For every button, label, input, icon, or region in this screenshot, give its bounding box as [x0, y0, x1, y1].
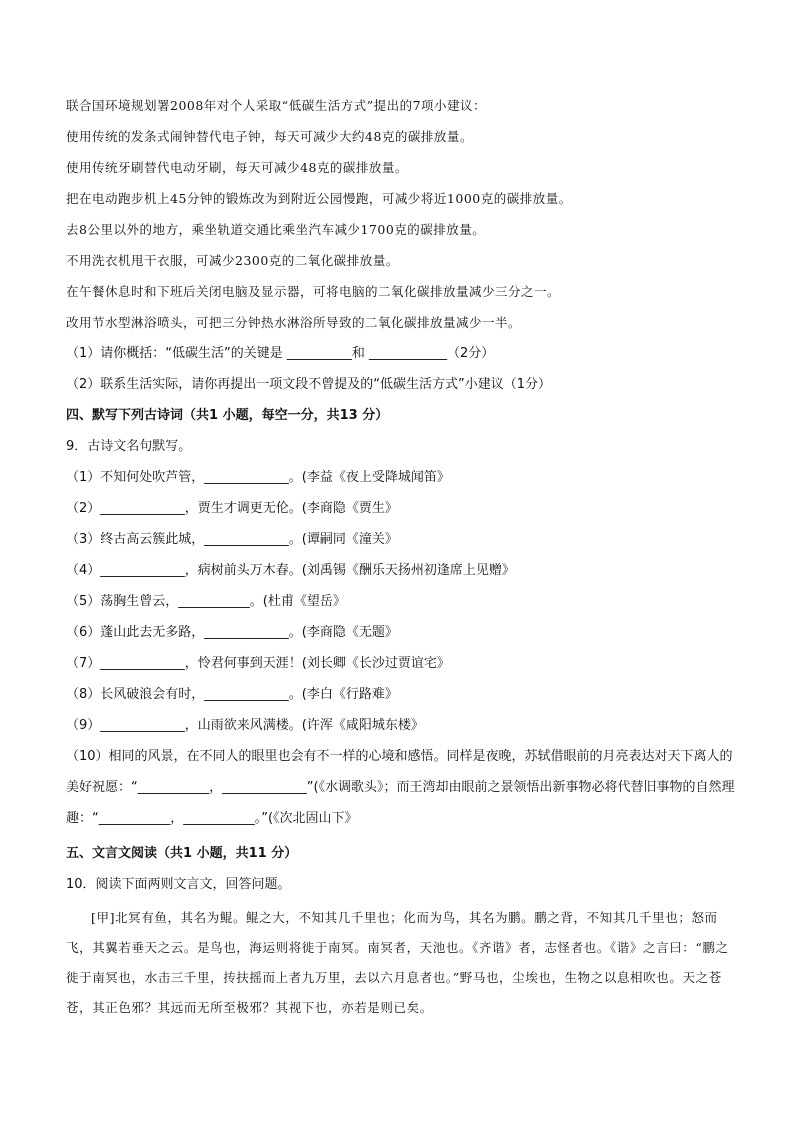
section4-heading: 四、默写下列古诗词（共1 小题，每空一分，共13 分）	[66, 408, 389, 423]
classical-passage-jia: [甲]北冥有鱼，其名为鲲。鲲之大，不知其几千里也；化而为鸟，其名为鹏。鹏之背，不知其几千里也；怒而飞，其翼若垂天之云。是鸟也，海运则将徙于南冥。南冥者，天池也。《齐谐》者，志怪者也。《谐》之言曰：“鹏之徙于南冥也，水击三千里，抟扶摇而上者九万里，去以六月息者也。”野马也，尘埃也，生物之以息相吹也。天之苍苍，其正色邪？其远而无所至极邪？其视下也，亦若是则已矣。	[66, 910, 729, 1015]
q9-item-4: （4）_____________，病树前头万木春。(刘禹锡《酬乐天扬州初逢席上见赠》	[66, 563, 515, 578]
q9-item-10: （10）相同的风景，在不同人的眼里也会有不一样的心境和感悟。同样是夜晚，苏轼借眼前的月亮表达对天下离人的美好祝愿：“___________，_____________”(《水调歌头》；而王湾却由眼前之景领悟出新事物必将代替旧事物的自然理趣：“___________，___________。”(《次北固山下》	[66, 749, 735, 826]
q9-item-2: （2）_____________，贾生才调更无伦。(李商隐《贾生》	[66, 501, 398, 516]
tip-line-2: 使用传统牙刷替代电动牙刷，每天可减少48克的碳排放量。	[66, 160, 408, 175]
tip-line-4: 去8公里以外的地方，乘坐轨道交通比乘坐汽车减少1700克的碳排放量。	[66, 222, 486, 237]
section5-heading: 五、文言文阅读（共1 小题，共11 分）	[66, 846, 298, 861]
q10-question: 10．阅读下面两则文言文，回答问题。	[66, 877, 291, 892]
q9-item-7: （7）_____________，怜君何事到天涯！(刘长卿《长沙过贾谊宅》	[66, 656, 450, 671]
q8-sub1: （1）请你概括：“低碳生活”的关键是 __________和 ____________（2分）	[66, 346, 495, 361]
tip-line-6: 在午餐休息时和下班后关闭电脑及显示器，可将电脑的二氧化碳排放量减少三分之一。	[66, 284, 561, 299]
tip-line-3: 把在电动跑步机上45分钟的锻炼改为到附近公园慢跑，可减少将近1000克的碳排放量。	[66, 191, 572, 206]
q9-item-8: （8）长风破浪会有时，_____________。(李白《行路难》	[66, 687, 398, 702]
q8-sub2: （2）联系生活实际，请你再提出一项文段不曾提及的“低碳生活方式”小建议（1分）	[66, 377, 552, 392]
tip-line-7: 改用节水型淋浴喷头，可把三分钟热水淋浴所导致的二氧化碳排放量减少一半。	[66, 315, 522, 330]
q9-item-6: （6）蓬山此去无多路，_____________。(李商隐《无题》	[66, 625, 398, 640]
tip-line-1: 使用传统的发条式闹钟替代电子钟，每天可减少大约48克的碳排放量。	[66, 129, 473, 144]
q9-item-3: （3）终古高云簇此城，_____________。(谭嗣同《潼关》	[66, 532, 398, 547]
q9-item-1: （1）不知何处吹芦管，_____________。(李益《夜上受降城闻笛》	[66, 470, 450, 485]
passage-intro: 联合国环境规划署2008年对个人采取“低碳生活方式”提出的7项小建议：	[66, 98, 487, 113]
tip-line-5: 不用洗衣机甩干衣服，可减少2300克的二氧化碳排放量。	[66, 253, 399, 268]
q9-item-9: （9）_____________，山雨欲来风满楼。(许浑《咸阳城东楼》	[66, 718, 424, 733]
q9-item-5: （5）荡胸生曾云，___________。(杜甫《望岳》	[66, 594, 346, 609]
q9-question: 9．古诗文名句默写。	[66, 439, 192, 454]
